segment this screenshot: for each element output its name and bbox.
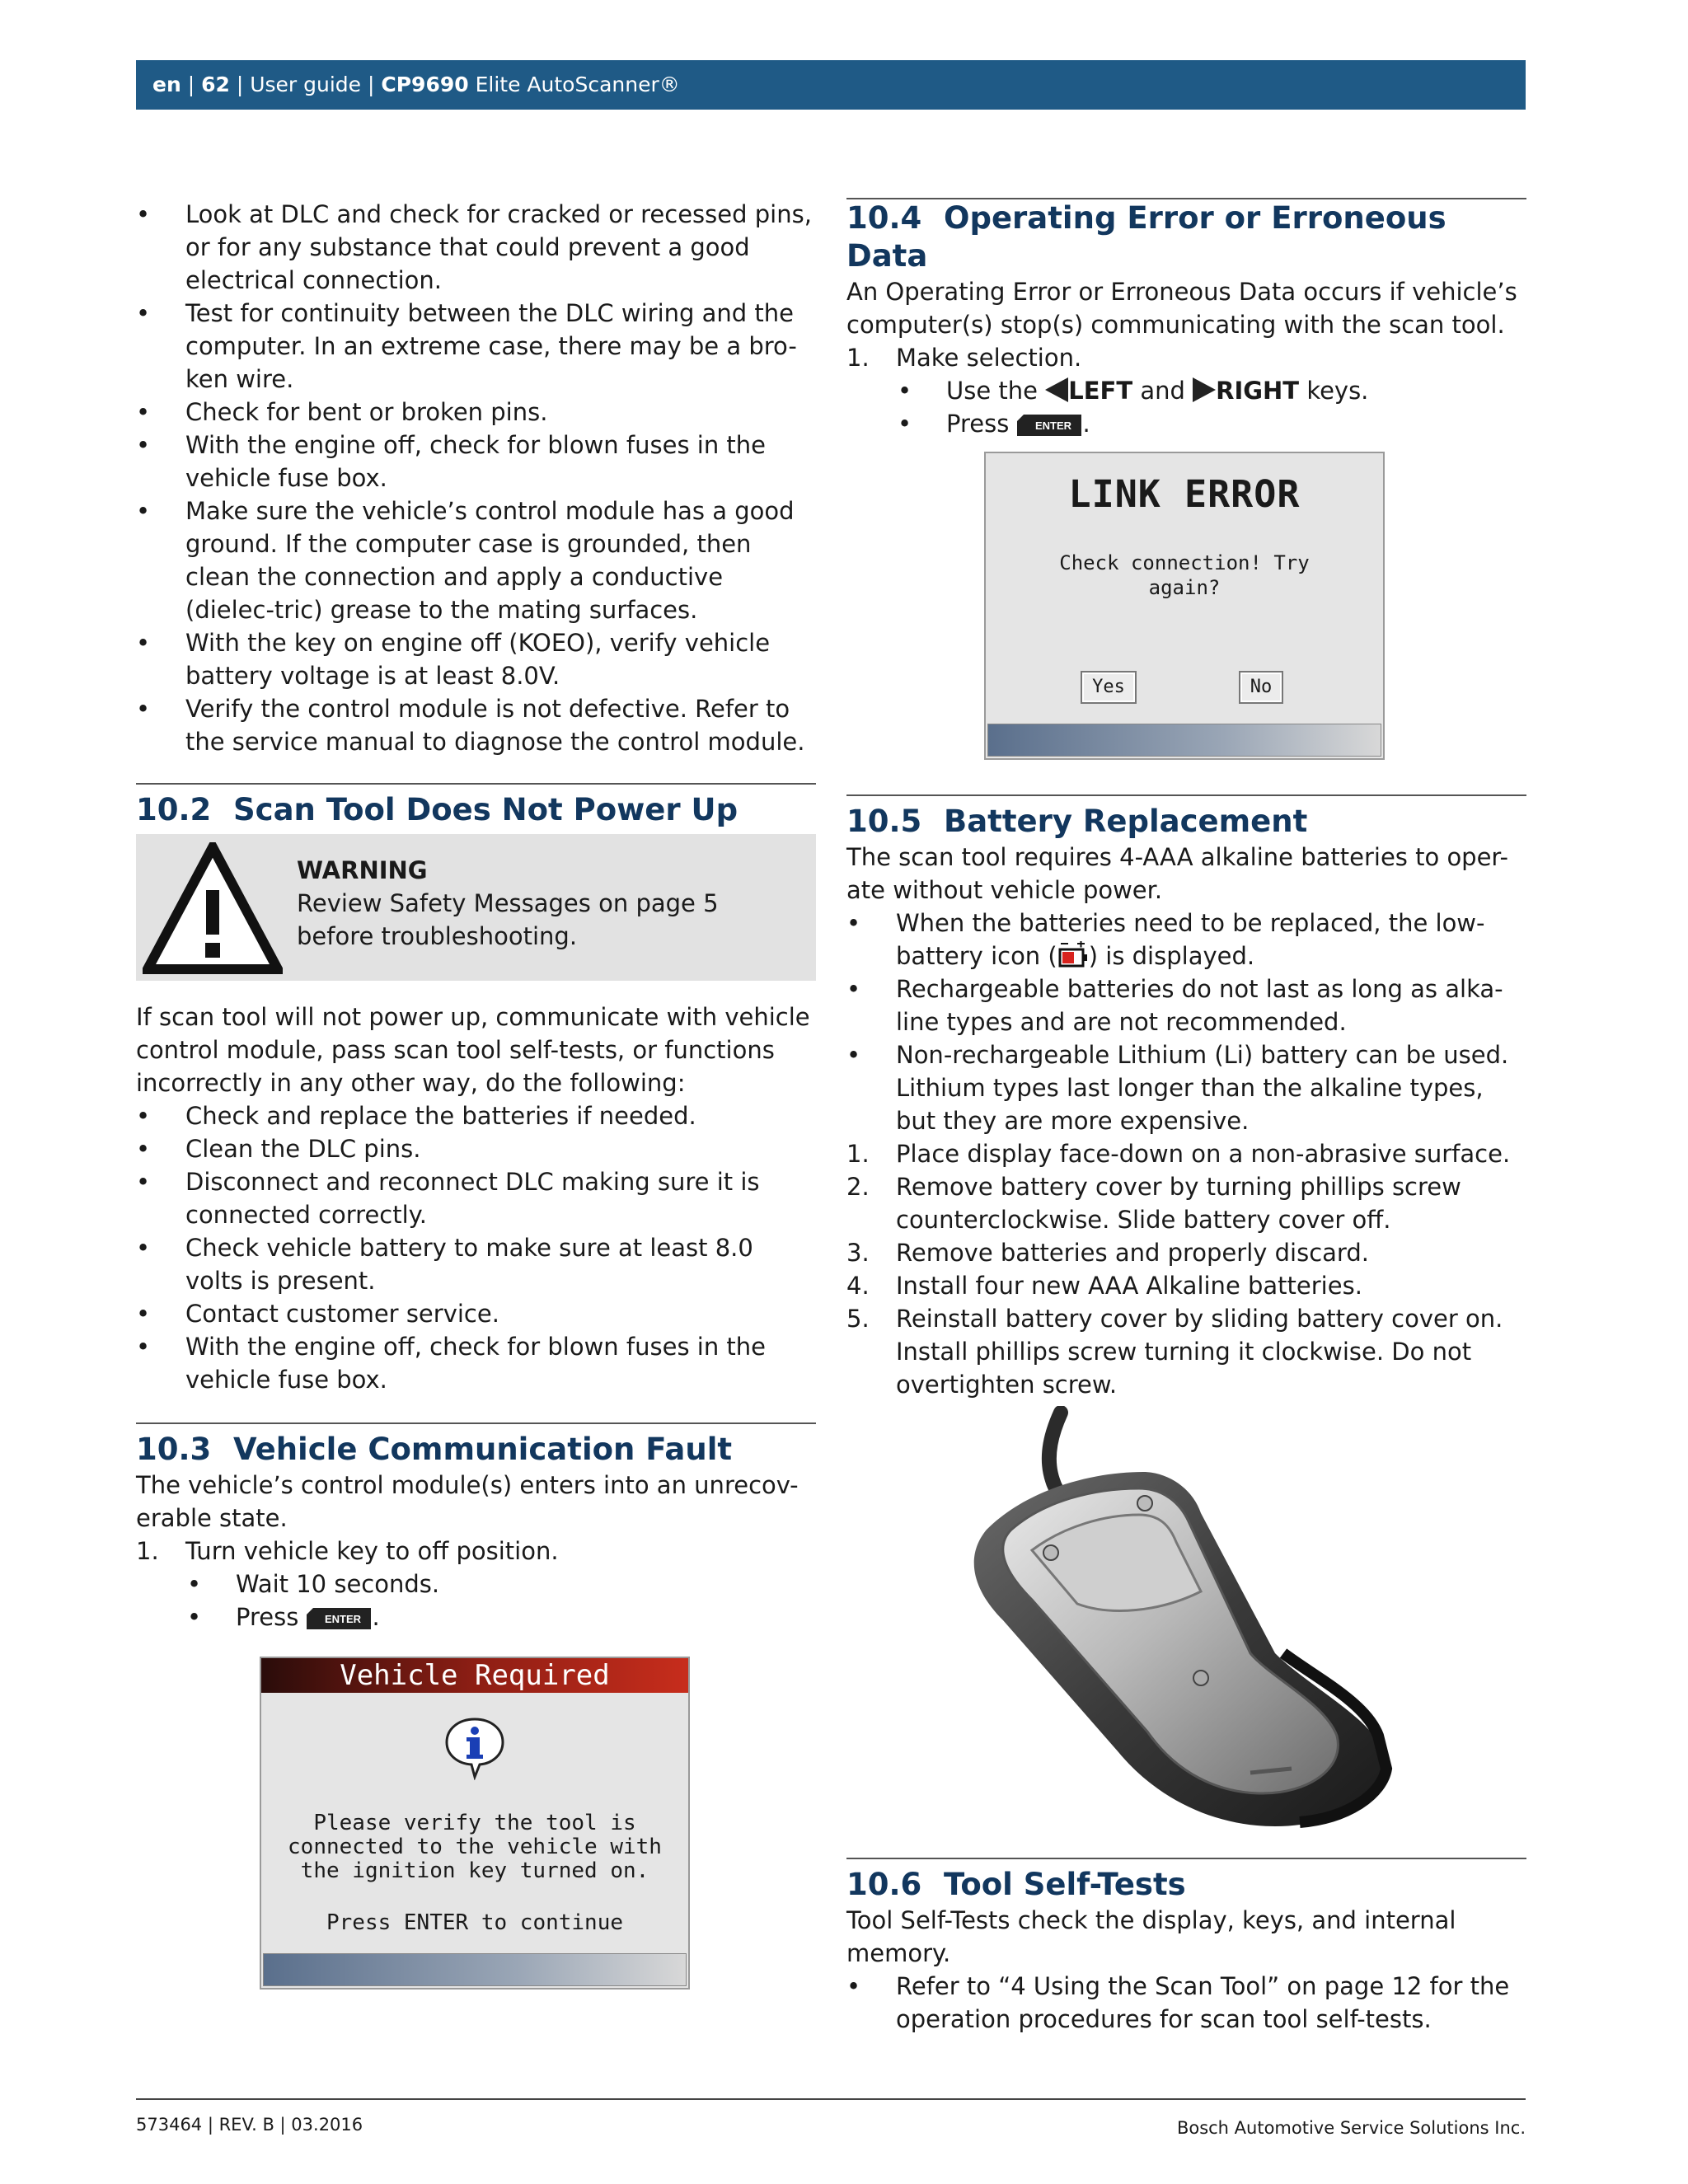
section-10-4 xyxy=(846,198,1526,760)
section-10-2 xyxy=(136,783,816,1396)
list-item: • Verify the control module is not defective. Refer to the service manual to diagnose the control module. xyxy=(136,695,805,756)
yes-button[interactable]: Yes xyxy=(1081,671,1137,704)
screen-message-line: Please verify the tool is xyxy=(313,1811,636,1835)
screen-title: Vehicle Required xyxy=(261,1658,688,1693)
self-test-bullet-list xyxy=(846,1970,1526,2036)
screen-message-line: Check connection! Try xyxy=(1059,551,1310,574)
list-item: 1. Make selection. xyxy=(846,344,1082,372)
left-column xyxy=(136,198,816,1990)
info-icon xyxy=(442,1714,508,1780)
list-item: • Check vehicle battery to make sure at least 8.0 volts is present. xyxy=(136,1234,753,1295)
list-item: • Look at DLC and check for cracked or recessed pins, or for any substance that could prevent a good electrical connection. xyxy=(136,200,812,294)
list-item: • Make sure the vehicle’s control module has a good ground. If the computer case is grounded, then clean the connection and apply a conductive (dielec-tric) grease to the mating surfaces. xyxy=(136,497,795,624)
list-item: • Wait 10 seconds. xyxy=(187,1570,440,1598)
section-intro: If scan tool will not power up, communicate with vehicle control module, pass scan tool self-tests, or functions incorrectly in any other way, do the following: xyxy=(136,1003,810,1097)
enter-key-icon xyxy=(1017,413,1083,438)
list-item: • Press ENTER . xyxy=(898,410,1090,438)
list-item: • Check and replace the batteries if needed. xyxy=(136,1102,696,1130)
page-header: en | 62 | User guide | CP9690 Elite AutoScanner® xyxy=(136,60,1526,110)
scan-tool-device-image xyxy=(954,1406,1415,1851)
section-10-6 xyxy=(846,1858,1526,2036)
header-product: Elite AutoScanner® xyxy=(475,73,680,96)
section-heading: 10.5 Battery Replacement xyxy=(846,804,1308,839)
list-item: • Non-rechargeable Lithium (Li) battery can be used. Lithium types last longer than the alkaline types, but they are more expensive. xyxy=(846,1041,1509,1135)
left-arrow-icon xyxy=(1045,377,1068,402)
section-heading: 10.3 Vehicle Communication Fault xyxy=(136,1432,733,1467)
list-item: • Contact customer service. xyxy=(136,1300,499,1328)
list-item: 1. Turn vehicle key to off position. xyxy=(136,1537,559,1565)
enter-key-icon xyxy=(307,1606,373,1631)
screen-status-bar xyxy=(987,724,1381,757)
header-model: CP9690 xyxy=(381,73,469,96)
list-item: • Refer to “4 Using the Scan Tool” on page 12 for the operation procedures for scan tool self-tests. xyxy=(846,1972,1510,2033)
section-intro: An Operating Error or Erroneous Data occurs if vehicle’s computer(s) stop(s) communicating with the scan tool. xyxy=(846,278,1517,339)
list-item: 3. Remove batteries and properly discard. xyxy=(846,1239,1369,1267)
screen-message-line: Press ENTER to continue xyxy=(326,1910,624,1935)
right-column xyxy=(846,198,1526,2036)
header-lang: en xyxy=(152,73,181,96)
list-item: • With the key on engine off (KOEO), verify vehicle battery voltage is at least 8.0V. xyxy=(136,629,771,690)
vehicle-required-screen xyxy=(260,1657,690,1990)
section-heading: 10.4 Operating Error or Erroneous Data xyxy=(846,200,1447,274)
list-item: 2. Remove battery cover by turning phillips screw counterclockwise. Slide battery cover off. xyxy=(846,1173,1461,1234)
section-heading: 10.2 Scan Tool Does Not Power Up xyxy=(136,792,738,827)
svg-text:ENTER: ENTER xyxy=(1034,419,1071,432)
list-item: • Use the LEFT and RIGHT keys. xyxy=(898,377,1369,405)
battery-bullet-list xyxy=(846,907,1526,1137)
warning-box xyxy=(136,834,816,981)
list-item: • Disconnect and reconnect DLC making sure it is connected correctly. xyxy=(136,1168,760,1229)
list-item: • Press ENTER . xyxy=(187,1603,380,1631)
sub-bullet-list xyxy=(846,374,1526,440)
list-item: • Clean the DLC pins. xyxy=(136,1135,421,1163)
section-intro: Tool Self-Tests check the display, keys, and internal memory. xyxy=(846,1906,1456,1967)
list-item: • Rechargeable batteries do not last as long as alka-line types and are not recommended. xyxy=(846,975,1503,1036)
warning-line-1: Review Safety Messages on page 5 xyxy=(297,889,719,917)
section-heading: 10.6 Tool Self-Tests xyxy=(846,1867,1186,1902)
battery-steps-list xyxy=(846,1137,1526,1401)
low-battery-icon xyxy=(1057,941,1089,969)
list-item: • Check for bent or broken pins. xyxy=(136,398,548,426)
screen-message-line: connected to the vehicle with xyxy=(288,1835,662,1859)
list-item: • With the engine off, check for blown fuses in the vehicle fuse box. xyxy=(136,431,767,492)
screen-message-line: the ignition key turned on. xyxy=(300,1858,649,1883)
steps-list xyxy=(846,341,1526,374)
footer-company: Bosch Automotive Service Solutions Inc. xyxy=(1176,2118,1526,2138)
header-guide: User guide xyxy=(250,73,362,96)
list-item: • When the batteries need to be replaced, the low-battery icon ( ) is displayed. xyxy=(846,909,1485,970)
intro-bullet-list xyxy=(136,198,816,758)
section-10-3 xyxy=(136,1422,816,1990)
svg-text:ENTER: ENTER xyxy=(324,1613,361,1625)
section-10-5 xyxy=(846,794,1526,1851)
link-error-screen xyxy=(984,452,1385,760)
footer-divider xyxy=(136,2098,1526,2100)
sub-bullet-list xyxy=(136,1568,816,1633)
power-up-bullet-list xyxy=(136,1099,816,1396)
section-intro: The vehicle’s control module(s) enters into an unrecov-erable state. xyxy=(136,1471,799,1532)
list-item: 1. Place display face-down on a non-abrasive surface. xyxy=(846,1140,1511,1168)
screen-title: LINK ERROR xyxy=(1068,472,1301,516)
footer-document-id: 573464 | REV. B | 03.2016 xyxy=(136,2115,363,2135)
list-item: 4. Install four new AAA Alkaline batteries. xyxy=(846,1272,1362,1300)
no-button[interactable]: No xyxy=(1239,671,1283,704)
section-intro: The scan tool requires 4-AAA alkaline batteries to oper-ate without vehicle power. xyxy=(846,843,1508,904)
right-arrow-icon xyxy=(1193,377,1216,402)
header-page-number: 62 xyxy=(201,73,230,96)
list-item: • Test for continuity between the DLC wiring and the computer. In an extreme case, there may be a bro-ken wire. xyxy=(136,299,797,393)
warning-line-2: before troubleshooting. xyxy=(297,922,578,950)
screen-status-bar xyxy=(263,1953,687,1986)
warning-triangle-icon xyxy=(143,842,283,974)
list-item: • With the engine off, check for blown fuses in the vehicle fuse box. xyxy=(136,1333,767,1394)
list-item: 5. Reinstall battery cover by sliding battery cover on. Install phillips screw turning it clockwise. Do not overtighten screw. xyxy=(846,1305,1503,1399)
steps-list xyxy=(136,1535,816,1568)
screen-message-line: again? xyxy=(1148,576,1221,599)
warning-title: WARNING xyxy=(297,856,428,884)
